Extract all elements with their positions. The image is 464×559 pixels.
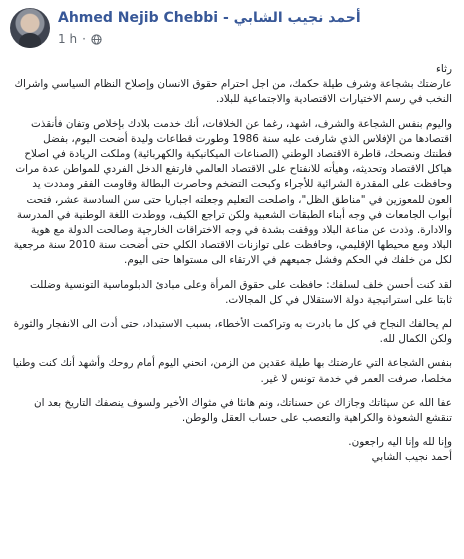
post-paragraph: لقد كنت أحسن خلف لسلفك: حافظت على حقوق المرأة وعلى مبادئ الدبلوماسية التونسية وضللت ثابتا على استراتيجية دولة الاستقلال في كل المجالات. <box>29 278 452 306</box>
post-paragraph: لم يحالفك النجاح في كل ما بادرت به وتراكمت الأخطاء، بسبب الاستبداد، حتى أدت الى الانفجار والثورة ولكن الكمال لله. <box>13 318 452 346</box>
post-time[interactable]: 1 h <box>58 32 78 46</box>
post-paragraph: وإنا لله وإنا اليه راجعون. أحمد نجيب الشابي <box>348 436 452 464</box>
post-meta <box>58 32 102 46</box>
name-separator: - <box>218 10 234 26</box>
post-paragraph: عفا الله عن سيئاتك وجازاك عن حسناتك، ونم هانئا في مثواك الأخير ولسوف ينصفك التاريخ بعد ان تنقشع الشعوذة والكراهية والتعصب على حساب العقل والوطن. <box>33 396 452 425</box>
author-name-latin[interactable]: Ahmed Nejib Chebbi <box>58 10 219 26</box>
author-name[interactable] <box>58 10 361 26</box>
post-header <box>10 8 454 52</box>
post-paragraph: بنفس الشجاعة التي عارضتك بها طيلة عقدين من الزمن، انحني اليوم أمام روحك وأشهد أنك كنت وطنيا مخلصا، صرفت العمر في خدمة تونس لا غير. <box>12 357 452 385</box>
meta-dot: · <box>82 32 86 46</box>
author-name-arabic[interactable]: أحمد نجيب الشابي <box>233 10 361 26</box>
post-paragraph: رثاء عارضتك بشجاعة وشرف طيلة حكمك، من اجل احترام حقوق الانسان وإصلاح النظام السياسي واشراك النخب في رسم الاختيارات الاقتصادية والاجتماعية للبلاد. <box>14 63 452 106</box>
post-paragraph: واليوم بنفس الشجاعة والشرف، اشهد، رغما عن الخلافات، أنك خدمت بلادك بإخلاص وتفان فأنقذت اقتصادها من الإفلاس الذي شارفت عليه سنة 1986 وطورت قطاعات وليدة أضحت اليوم، بفضل فطنتك ونصحك، قاطرة الاقتصاد الوطني (الصناعات الميكانيكية والكهربائية) وملكت الريادة في اصلاح هياكل الاقتصاد وتحديثه، وهيأته للانفتاح على الاقتصاد العالمي فارتفع الدخل الفردي للمواطن عدة مرات وحافظت على المقدرة الشرائية للأجراء وكبحت التضخم وحاصرت البطالة وقاومت الفقر ومددت يد العون للمعوزين في "مناطق الظل"، واصلحت التعليم وجعلته اجباريا حتى سن السادسة عشر، فتحت أبواب الجامعات في وجه أبناء الطبقات الشعبية ولكن تراجع الكيف، ووطدت اللغة الوطنية في المدرسة والادارة. وذدت عن مناعة البلاد ووقفت بشدة في وجه الاختراقات الخارجية وصالحت الدولة مع هوية البلاد ومع محيطها الإقليمي، وحافظت على توازنات الاقتصاد الكلي حتى أضحت سنة 2010 سنة مرجعية لكل من خلفك في الحكم وفشل جميعهم في الارتقاء الى مستواها حتى اليوم. <box>13 117 452 267</box>
globe-icon[interactable] <box>91 34 102 45</box>
avatar[interactable] <box>10 8 50 48</box>
post-body <box>12 62 452 475</box>
